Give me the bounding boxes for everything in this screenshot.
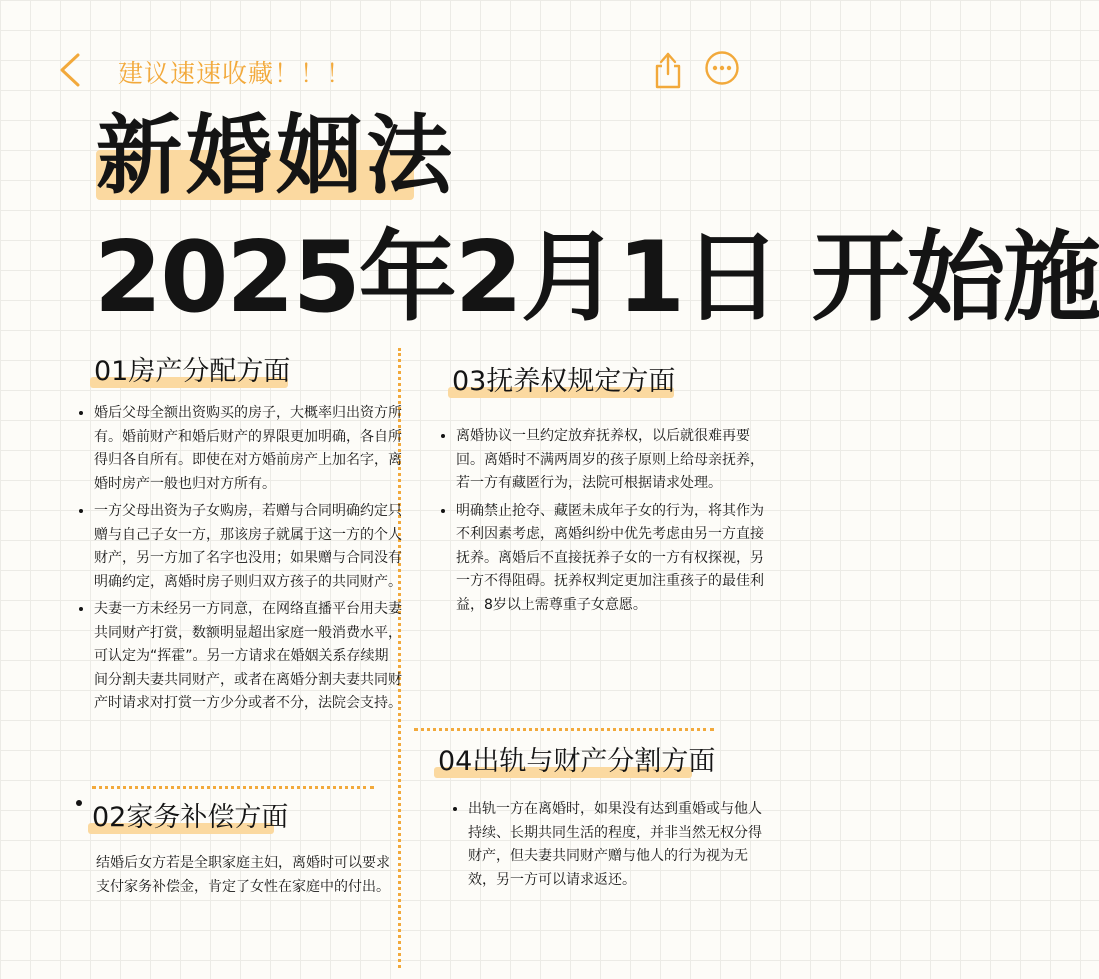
share-icon[interactable]	[651, 50, 685, 90]
section-01-list	[72, 402, 402, 720]
more-icon[interactable]	[704, 50, 740, 86]
list-item: • 一方父母出资为子女购房，若赠与合同明确约定只赠与自己子女一方，那该房子就属于这一方的个人财产，另一方加了名字也没用；如果赠与合同没有明确约定，离婚时房子则归双方孩子的共同财产。	[94, 500, 402, 594]
title-line-1-block	[96, 100, 456, 212]
section-heading-02	[92, 798, 288, 838]
section-04-list	[446, 798, 774, 896]
section-heading-03	[452, 362, 675, 402]
divider-right	[414, 728, 714, 731]
title-line-2: 2025年2月1日 开始施	[94, 221, 1099, 335]
divider-left	[92, 786, 374, 789]
section-heading-03-text: 03抚养权规定方面	[452, 366, 676, 397]
section-heading-04	[438, 742, 715, 782]
save-hint-text: 建议速速收藏！！！	[118, 59, 353, 88]
list-item: • 出轨一方在离婚时，如果没有达到重婚或与他人持续、长期共同生活的程度，并非当然无权分得财产，但夫妻共同财产赠与他人的行为视为无效，另一方可以请求返还。	[468, 798, 774, 892]
section-02-text: 结婚后女方若是全职家庭主妇，离婚时可以要求支付家务补偿金，肯定了女性在家庭中的付出。	[96, 855, 390, 895]
section-heading-01-text: 01房产分配方面	[94, 356, 291, 387]
section-03-list	[434, 425, 774, 621]
bullet-dot	[76, 800, 82, 806]
list-item: • 夫妻一方未经另一方同意，在网络直播平台用夫妻共同财产打赏，数额明显超出家庭一般消费水平，可认定为“挥霍”。另一方请求在婚姻关系存续期间分割夫妻共同财产，或者在离婚分割夫妻共同财产时请求对打赏一方少分或者不分，法院会支持。	[94, 598, 402, 716]
top-bar	[0, 40, 800, 100]
section-heading-01	[94, 352, 290, 392]
back-chevron-icon[interactable]	[56, 52, 84, 88]
list-item: • 离婚协议一旦约定放弃抚养权，以后就很难再要回。离婚时不满两周岁的孩子原则上给母亲抚养，若一方有藏匿行为，法院可根据请求处理。	[456, 425, 774, 496]
list-item: • 明确禁止抢夺、藏匿未成年子女的行为，将其作为不利因素考虑，离婚纠纷中优先考虑由另一方直接抚养。离婚后不直接抚养子女的一方有权探视，另一方不得阻碍。抚养权判定更加注重孩子的最佳利益，8岁以上需尊重子女意愿。	[456, 500, 774, 618]
section-heading-04-text: 04出轨与财产分割方面	[438, 746, 716, 777]
list-item: • 婚后父母全额出资购买的房子，大概率归出资方所有。婚前财产和婚后财产的界限更加明确，各自所得归各自所有。即使在对方婚前房产上加名字，离婚时房产一般也归对方所有。	[94, 402, 402, 496]
title-line-1: 新婚姻法	[96, 106, 456, 206]
section-heading-02-text: 02家务补偿方面	[92, 802, 289, 833]
